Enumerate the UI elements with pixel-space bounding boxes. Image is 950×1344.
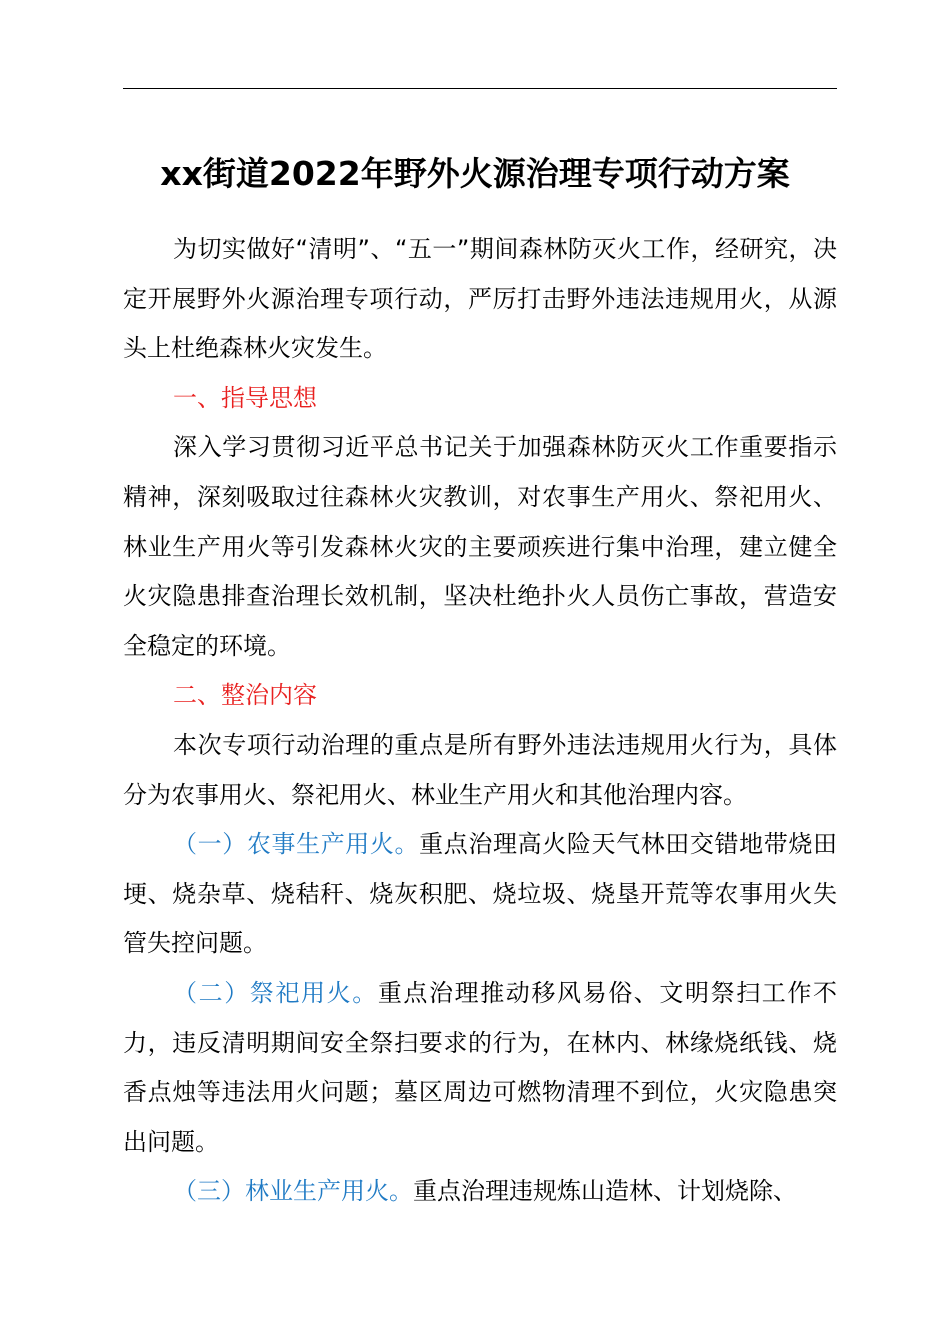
item-text-sacrificial-fire: 重点治理推动移风易俗、文明祭扫工作不力，违反清明期间安全祭扫要求的行为，在林内、林缘烧纸钱、烧香点烛等违法用火问题；墓区周边可燃物清理不到位，火灾隐患突出问题。 <box>123 978 838 1156</box>
item-paragraph-sacrificial-fire <box>123 969 837 1167</box>
item-label-sacrificial-fire: （二）祭祀用火。 <box>173 978 378 1007</box>
item-paragraph-agricultural-fire <box>123 820 837 969</box>
intro-paragraph: 为切实做好“清明”、“五一”期间森林防灭火工作，经研究，决定开展野外火源治理专项行动，严厉打击野外违法违规用火，从源头上杜绝森林火灾发生。 <box>123 235 837 363</box>
section-paragraph-rectification-content: 本次专项行动治理的重点是所有野外违法违规用火行为，具体分为农事用火、祭祀用火、林业生产用火和其他治理内容。 <box>123 730 837 809</box>
item-label-agricultural-fire: （一）农事生产用火。 <box>173 830 420 859</box>
header-rule <box>123 88 837 89</box>
section-paragraph-guiding-ideology: 深入学习贯彻习近平总书记关于加强森林防灭火工作重要指示精神，深刻吸取过往森林火灾教训，对农事生产用火、祭祀用火、林业生产用火等引发森林火灾的主要顽疾进行集中治理，建立健全火灾隐患排查治理长效机制，坚决杜绝扑火人员伤亡事故，营造安全稳定的环境。 <box>123 433 837 660</box>
item-text-forestry-fire: 重点治理违规炼山造林、计划烧除、 <box>413 1177 797 1206</box>
document-title: xx街道2022年野外火源治理专项行动方案 <box>160 154 790 193</box>
item-text-agricultural-fire: 重点治理高火险天气林田交错地带烧田埂、烧杂草、烧秸秆、烧灰积肥、烧垃圾、烧垦开荒等农事用火失管失控问题。 <box>123 830 838 958</box>
section-heading-rectification-content: 二、整治内容 <box>173 681 317 710</box>
item-paragraph-forestry-fire <box>123 1167 837 1217</box>
section-heading-guiding-ideology: 一、指导思想 <box>173 383 317 412</box>
document-body <box>123 225 837 1217</box>
item-label-forestry-fire: （三）林业生产用火。 <box>173 1177 413 1206</box>
